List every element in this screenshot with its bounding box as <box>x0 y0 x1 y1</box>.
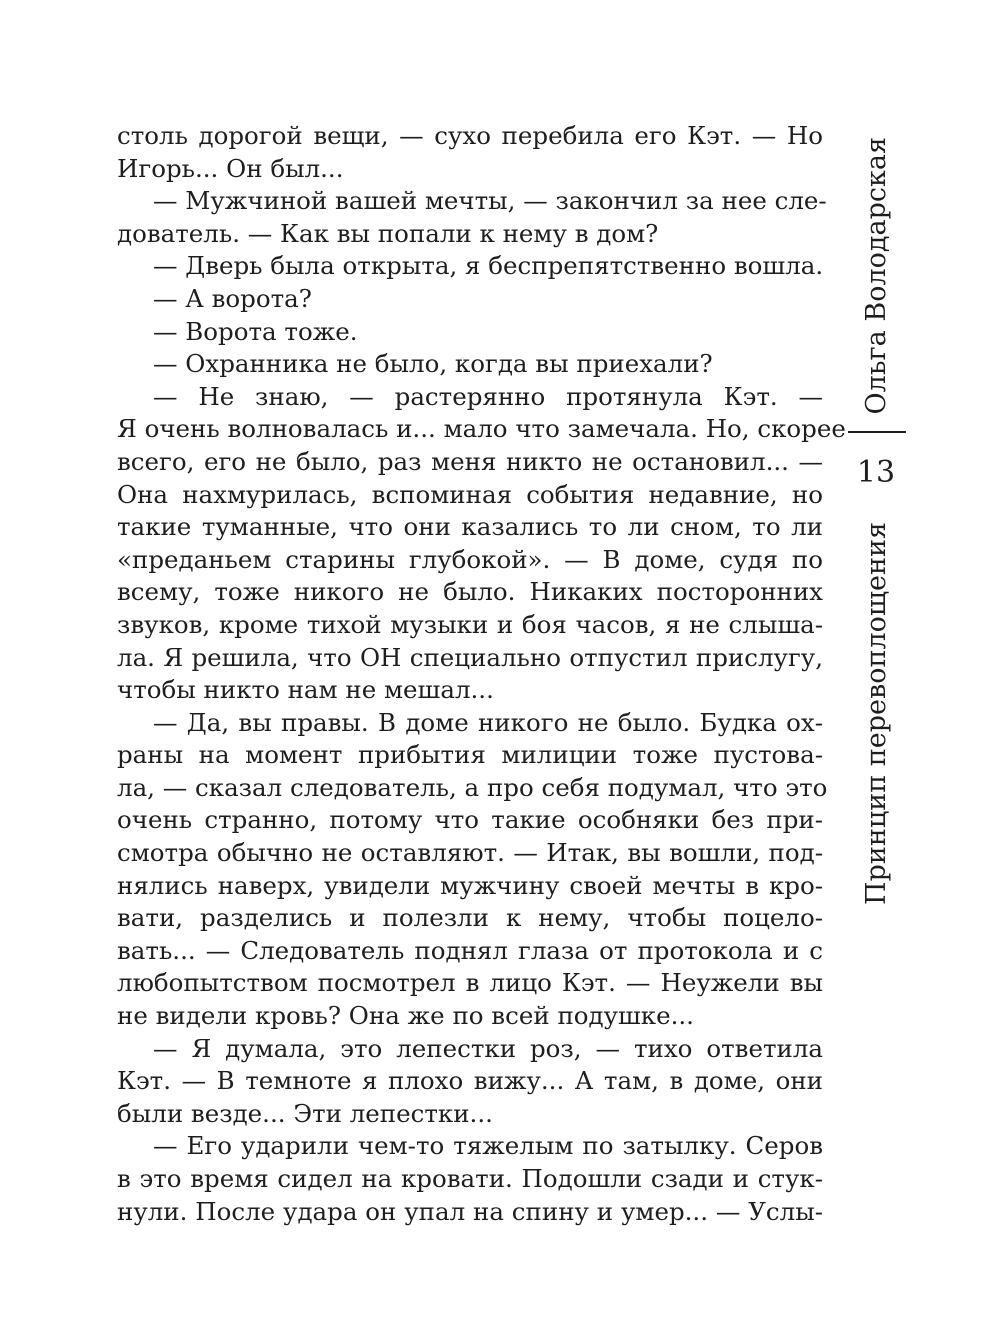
text-line: всего, его не было, раз меня никто не остановил... — <box>117 446 823 476</box>
text-line: в это время сидел на кровати. Подошли сзади и стук- <box>117 1164 823 1193</box>
text-line: очень странно, потому что такие особняки без при- <box>117 805 823 835</box>
text-line: столь дорогой вещи, — сухо перебила его Кэт. — Но <box>117 121 823 150</box>
text-line: Я очень волновалась и... мало что замечала. Но, скорее <box>117 414 846 444</box>
text-line: нули. После удара он упал на спину и умер... — Услы- <box>117 1196 823 1226</box>
text-line: Кэт. — В темноте я плохо вижу... А там, в доме, они <box>117 1066 823 1096</box>
text-line: — Не знаю, — растерянно протянула Кэт. — <box>153 381 823 411</box>
text-line: звуков, кроме тихой музыки и боя часов, я не слыша- <box>117 609 823 639</box>
text-line: были везде... Эти лепестки... <box>117 1098 493 1128</box>
author-name-text: Ольга Володарская <box>860 137 892 415</box>
text-line: — Его ударили чем-то тяжелым по затылку. Серов <box>153 1131 823 1161</box>
text-line: ла. Я решила, что ОН специально отпустил прислугу, <box>117 642 823 672</box>
page-number: 13 <box>856 455 896 490</box>
text-line: — Да, вы правы. В доме никого не было. Будка ох- <box>153 707 823 737</box>
text-line: чтобы никто нам не мешал... <box>117 675 494 705</box>
author-name <box>840 137 912 415</box>
text-line: — А ворота? <box>153 283 312 313</box>
running-header <box>840 137 912 905</box>
text-line: Она нахмурилась, вспоминая события недавние, но <box>117 479 823 509</box>
text-line: такие туманные, что они казались то ли сном, то ли <box>117 512 823 542</box>
text-line: не видели кровь? Она же по всей подушке... <box>117 1001 694 1031</box>
body-text <box>117 120 846 1228</box>
text-line: раны на момент прибытия милиции тоже пустова- <box>117 740 823 770</box>
text-line: Игорь... Он был... <box>117 153 344 183</box>
text-line: ла, — сказал следователь, а про себя подумал, что это <box>117 772 828 802</box>
text-line: «преданьем старины глубокой». — В доме, судя по <box>117 544 823 574</box>
text-line: вати, разделись и полезли к нему, чтобы поцело- <box>117 903 823 933</box>
text-line: любопытством посмотрел в лицо Кэт. — Неужели вы <box>117 968 823 998</box>
text-line: всему, тоже никого не было. Никаких посторонних <box>117 577 823 607</box>
text-line: — Дверь была открыта, я беспрепятственно вошла. <box>153 251 824 281</box>
text-line: — Я думала, это лепестки роз, — тихо ответила <box>153 1033 823 1063</box>
text-line: нялись наверх, увидели мужчину своей мечты в кро- <box>117 870 823 900</box>
text-line: — Охранника не было, когда вы приехали? <box>153 349 713 379</box>
text-line: вать... — Следователь поднял глаза от протокола и с <box>117 935 823 965</box>
book-title-text: Принцип перевоплощения <box>860 521 892 905</box>
book-title <box>840 520 912 906</box>
text-line: — Ворота тоже. <box>153 316 358 346</box>
text-line: смотра обычно не оставляют. — Итак, вы вошли, под- <box>117 838 823 868</box>
text-line: дователь. — Как вы попали к нему в дом? <box>117 218 659 248</box>
header-divider <box>848 431 906 433</box>
text-line: — Мужчиной вашей мечты, — закончил за нее сле- <box>153 186 827 216</box>
